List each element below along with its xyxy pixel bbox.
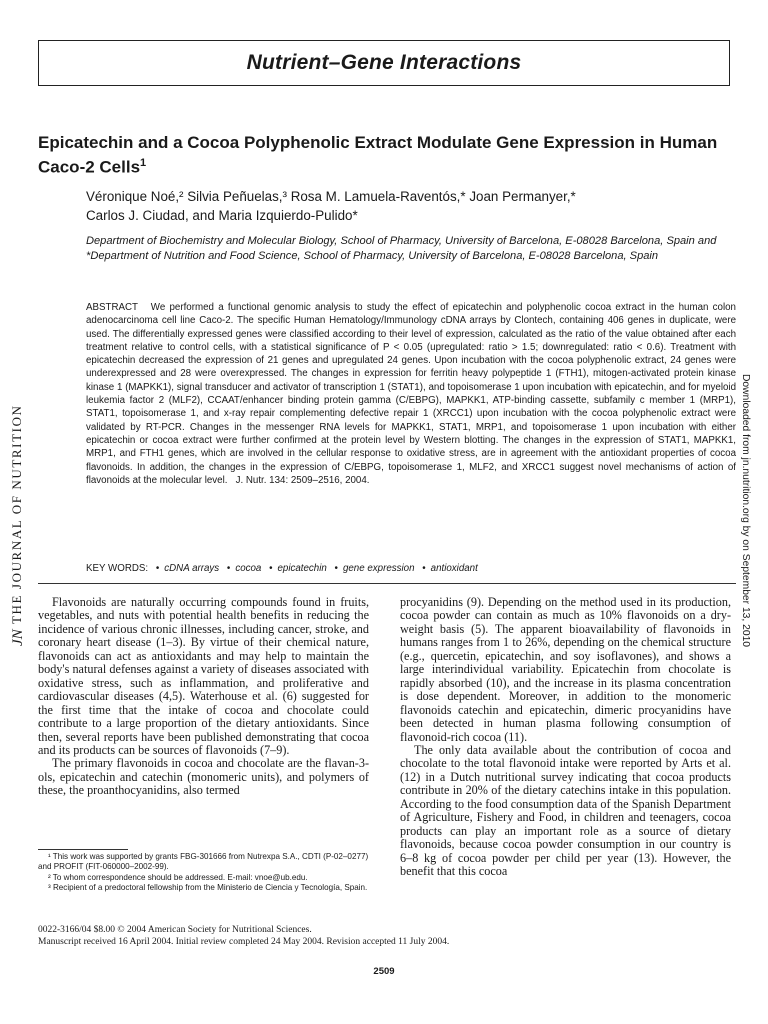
footnote: ¹ This work was supported by grants FBG-301666 from Nutrexpa S.A., CDTI (P-02–0277) and PROFIT (FIT-060000–2002-99). (38, 852, 369, 872)
download-notice (738, 372, 764, 657)
body-paragraph: procyanidins (9). Depending on the method used in its production, cocoa powder can contain as much as 10% flavonoids on a dry-weight basis (5). The apparent bioavailability of flavonoids in humans ranges from 1 to 26%, depending on the chemical structure (e.g., quercetin, epicatechin, and soy isoflavones), and shows a large interindividual variability. Epicatechin from chocolate is rapidly absorbed (10), and the increase in its plasma concentration is dose dependent. Moreover, in addition to the monomeric flavonoids catechin and epicatechin, dimeric procyanidins have been detected in human plasma following consumption of flavonoid-rich cocoa (11). (400, 595, 731, 744)
journal-abbrev: JN (10, 629, 26, 646)
bullet-icon: • (334, 563, 338, 574)
keywords-label: KEY WORDS: (86, 563, 149, 574)
author-list (86, 187, 726, 225)
title-footnote-marker: 1 (140, 157, 147, 169)
keywords (86, 563, 736, 574)
publication-info (38, 924, 738, 948)
authors-line-2: Carlos J. Ciudad, and Maria Izquierdo-Pulido* (86, 208, 358, 223)
manuscript-dates: Manuscript received 16 April 2004. Initial review completed 24 May 2004. Revision accepted 11 July 2004. (38, 937, 450, 947)
section-title: Nutrient–Gene Interactions (246, 51, 522, 74)
keyword-item: cocoa (235, 563, 262, 574)
authors-line-1: Véronique Noé,² Silvia Peñuelas,³ Rosa M. Lamuela-Raventós,* Joan Permanyer,* (86, 189, 576, 204)
footnote-divider (38, 849, 128, 850)
keyword-item: cDNA arrays (164, 563, 220, 574)
keyword-item: antioxidant (430, 563, 478, 574)
abstract (86, 301, 736, 487)
footnotes (38, 852, 369, 894)
body-paragraph: The primary flavonoids in cocoa and chocolate are the flavan-3-ols, epicatechin and catechin (monomeric units), and polymers of these, the proanthocyanidins, also termed (38, 756, 369, 798)
article-title-text: Epicatechin and a Cocoa Polyphenolic Extract Modulate Gene Expression in Human Caco-2 Cells (38, 133, 718, 177)
page-number: 2509 (373, 966, 395, 977)
footnote: ³ Recipient of a predoctoral fellowship from the Ministerio de Ciencia y Tecnología, Spain. (48, 883, 368, 893)
bullet-icon: • (422, 563, 426, 574)
affiliation: Department of Biochemistry and Molecular Biology, School of Pharmacy, University of Barcelona, E-08028 Barcelona, Spain and *Department of Nutrition and Food Science, School of Pharmacy, University of Barcelona, E-08028 Barcelona, Spain (86, 235, 717, 263)
body-column-right (400, 596, 731, 879)
footnote: ² To whom correspondence should be addressed. E-mail: vnoe@ub.edu. (48, 872, 308, 882)
download-note: Downloaded from jn.nutrition.org by on September 13, 2010 (740, 374, 751, 648)
abstract-label: ABSTRACT (86, 302, 139, 313)
bullet-icon: • (226, 563, 231, 574)
copyright-line: 0022-3166/04 $8.00 © 2004 American Society for Nutritional Sciences. (38, 925, 312, 935)
abstract-text: We performed a functional genomic analysis to study the effect of epicatechin and polyphenolic cocoa extract in the human colon adenocarcinoma cell line Caco-2. The specific Human Hematology/Immunology cDNA arrays by Clontech, containing 406 genes in duplicate, were used. The differentially expressed genes were classified according to their level of expression, calculated as the ratio of the value obtained after each treatment relative to control cells, with a statistical significance of P < 0.05 (upregulated: ratio > 1.5; downregulated: ratio < 0.6). Treatment with epicatechin decreased the expression of 21 genes and upregulated 24 genes. Upon incubation with the cocoa polyphenolic extract, 24 genes were underexpressed and 28 were overexpressed. The changes in expression for ferritin heavy polypeptide 1 (FTH1), mitogen-activated protein kinase kinase 1 (MAPKK1), signal transducer and activator of transcription 1 (STAT1), and topoisomerase 1 upon incubation with epicatechin, and for myeloid leukemia factor 2 (MLF2), CCAAT/enhancer binding protein gamma (C/EBPG), MAPKK1, ATP-binding cassette, subfamily c member 1 (MRP1), STAT1, topoisomerase 1, and x-ray repair complementing defective repair 1 (XRCC1) upon incubation with the cocoa polyphenolic extract were validated by RT-PCR. Changes in the messenger RNA levels for MAPKK1, STAT1, MRP1, and topoisomerase 1 upon incubation with either epicatechin or cocoa extract were further confirmed at the protein level by Western blotting. The changes in the expression of STAT1, MAPKK1, MRP1, and FTH1 genes, which are involved in the cellular response to oxidative stress, are in agreement with the antioxidant properties of cocoa flavonoids. In addition, the changes in the expression of C/EBPG, topoisomerase 1, MLF2, and XRCC1 suggest novel mechanisms of action of flavonoids at the molecular level. (86, 302, 736, 486)
keyword-item: epicatechin (277, 563, 327, 574)
article-title (38, 132, 738, 178)
section-header-box (38, 40, 730, 86)
bullet-icon: • (155, 563, 160, 574)
bullet-icon: • (269, 563, 273, 574)
body-paragraph: The only data available about the contribution of cocoa and chocolate to the total flavonoid intake were reported by Arts et al. (12) in a Dutch nutritional survey indicating that cocoa products contribute in 20% of the dietary catechins intake in this population. According to the food consumption data of the Spanish Department of Agriculture, Fishery and Food, in children and teenagers, cocoa products can play an important role as a source of dietary flavonoids, because cocoa powder consumption in our country is 6–8 kg of cocoa powder per child per year (13). However, the benefit that this cocoa (400, 742, 731, 879)
section-divider (38, 583, 736, 584)
journal-sidebar (4, 378, 28, 648)
journal-name: THE JOURNAL OF NUTRITION (9, 404, 24, 624)
body-column-left (38, 596, 369, 798)
body-paragraph: Flavonoids are naturally occurring compounds found in fruits, vegetables, and nuts with potential health benefits in reducing the incidence of various chronic illnesses, including cancer, stroke, and coronary heart disease (1–3). By virtue of their chemical nature, flavonoids can act as antioxidants and may help to maintain the body's natural defenses against a variety of diseases associated with oxidative stress, such as inflammation, and proliferative and cardiovascular diseases (4,5). Waterhouse et al. (6) suggested for the first time that the intake of cocoa and chocolate could contribute to a large proportion of the dietary antioxidants. Since then, several reports have been published demonstrating that cocoa and its products can be sources of flavonoids (7–9). (38, 595, 369, 757)
citation: J. Nutr. 134: 2509–2516, 2004. (235, 474, 370, 486)
keyword-item: gene expression (342, 563, 415, 574)
